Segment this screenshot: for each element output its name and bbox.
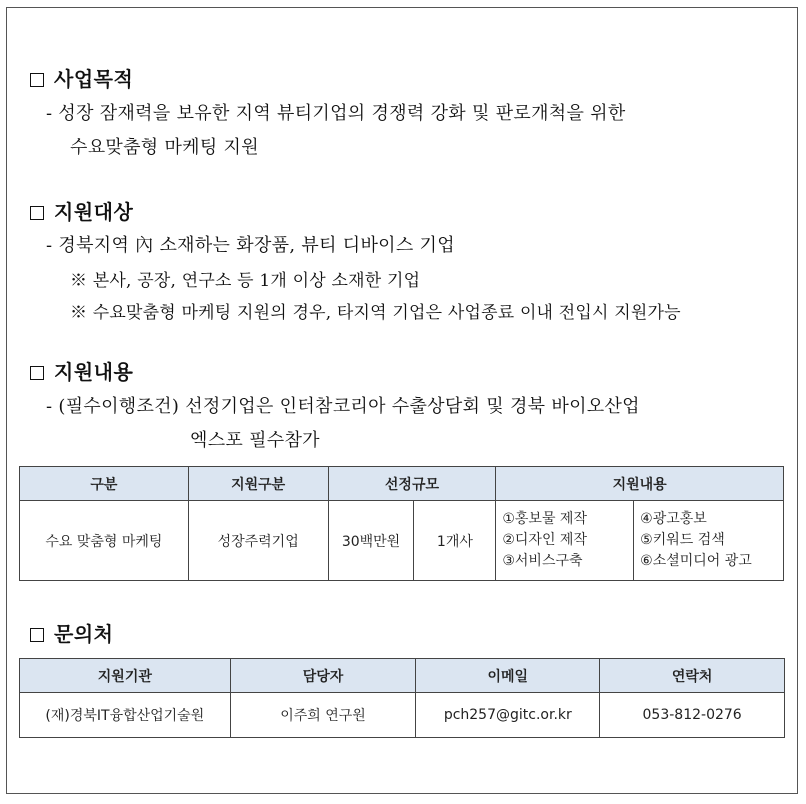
contact-table-header bbox=[20, 659, 785, 693]
purpose-line-1: - 성장 잠재력을 보유한 지역 뷰티기업의 경쟁력 강화 및 판로개척을 위한 bbox=[46, 103, 626, 124]
table-row bbox=[20, 693, 785, 738]
header-scale: 선정규모 bbox=[328, 467, 496, 501]
header-email: 이메일 bbox=[416, 659, 600, 693]
header-agency: 지원기관 bbox=[20, 659, 231, 693]
checkbox-square-icon bbox=[30, 366, 44, 380]
cell-items-right bbox=[634, 501, 784, 581]
list-item: ②디자인 제작 bbox=[502, 532, 587, 548]
cell-category: 수요 맞춤형 마케팅 bbox=[20, 501, 189, 581]
target-line-1: - 경북지역 內 소재하는 화장품, 뷰티 디바이스 기업 bbox=[46, 235, 455, 256]
header-category: 구분 bbox=[20, 467, 189, 501]
checkbox-square-icon bbox=[30, 628, 44, 642]
content-line-1: - (필수이행조건) 선정기업은 인터참코리아 수출상담회 및 경북 바이오산업 bbox=[46, 396, 640, 417]
contact-table bbox=[19, 658, 785, 738]
cell-email[interactable]: pch257@gitc.or.kr bbox=[416, 693, 600, 738]
header-type: 지원구분 bbox=[188, 467, 328, 501]
list-item: ④광고홍보 bbox=[640, 511, 707, 527]
cell-agency: (재)경북IT융합산업기술원 bbox=[20, 693, 231, 738]
cell-type: 성장주력기업 bbox=[188, 501, 328, 581]
header-phone: 연락처 bbox=[600, 659, 785, 693]
purpose-line-2: 수요맞춤형 마케팅 지원 bbox=[70, 137, 259, 158]
list-item: ⑥소셜미디어 광고 bbox=[640, 553, 752, 569]
cell-items-left bbox=[496, 501, 634, 581]
target-note-1: ※ 본사, 공장, 연구소 등 1개 이상 소재한 기업 bbox=[70, 271, 421, 291]
header-content: 지원내용 bbox=[496, 467, 784, 501]
list-item: ⑤키워드 검색 bbox=[640, 532, 725, 548]
content-line-2: 엑스포 필수참가 bbox=[190, 430, 320, 451]
table-row bbox=[20, 501, 784, 581]
support-table bbox=[19, 466, 784, 581]
cell-manager: 이주희 연구원 bbox=[230, 693, 416, 738]
header-manager: 담당자 bbox=[230, 659, 416, 693]
cell-count: 1개사 bbox=[414, 501, 496, 581]
checkbox-square-icon bbox=[30, 206, 44, 220]
section-title-target: 지원대상 bbox=[30, 196, 133, 225]
section-title-content: 지원내용 bbox=[30, 356, 133, 385]
checkbox-square-icon bbox=[30, 73, 44, 87]
support-table-header bbox=[20, 467, 784, 501]
list-item: ①홍보물 제작 bbox=[502, 511, 587, 527]
cell-phone: 053-812-0276 bbox=[600, 693, 785, 738]
list-item: ③서비스구축 bbox=[502, 553, 583, 569]
section-title-contact: 문의처 bbox=[30, 618, 113, 647]
cell-amount: 30백만원 bbox=[328, 501, 414, 581]
target-note-2: ※ 수요맞춤형 마케팅 지원의 경우, 타지역 기업은 사업종료 이내 전입시 지원가능 bbox=[70, 303, 681, 323]
section-title-purpose: 사업목적 bbox=[30, 63, 133, 92]
